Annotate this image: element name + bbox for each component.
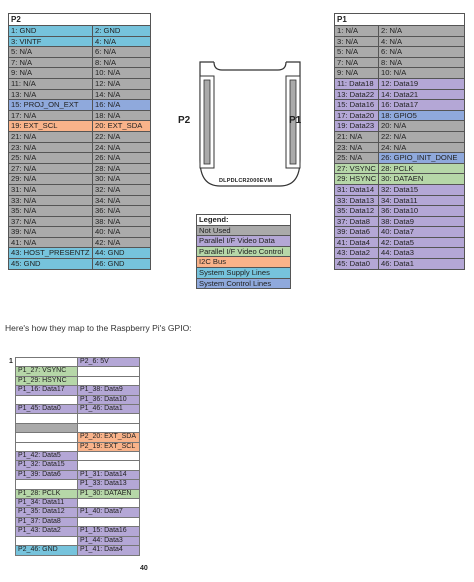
gpio-odd-pin-cell: P1_37: Data8	[16, 517, 78, 526]
gpio-even-pin-cell	[78, 461, 140, 470]
p1-pin-table	[334, 13, 465, 270]
gpio-odd-pin-cell: P2_46: GND	[16, 546, 78, 555]
table-row	[9, 184, 151, 195]
p2-pin-cell: 44: GND	[93, 248, 151, 259]
p1-pin-cell: 1: N/A	[335, 26, 379, 37]
table-row	[335, 78, 465, 89]
p2-pin-cell: 33: N/A	[9, 195, 93, 206]
table-row	[335, 248, 465, 259]
p1-pin-cell: 27: VSYNC	[335, 163, 379, 174]
gpio-odd-pin-cell	[16, 536, 78, 545]
legend-item: System Control Lines	[197, 278, 291, 289]
p1-pin-cell: 28: PCLK	[379, 163, 465, 174]
table-row	[9, 237, 151, 248]
table-row	[335, 163, 465, 174]
gpio-odd-pin-cell: P1_45: Data0	[16, 405, 78, 414]
p2-pin-cell: 10: N/A	[93, 68, 151, 79]
table-row	[16, 499, 140, 508]
table-row	[9, 89, 151, 100]
p2-pin-cell: 26: N/A	[93, 153, 151, 164]
p1-pin-cell: 21: N/A	[335, 131, 379, 142]
p2-pin-cell: 13: N/A	[9, 89, 93, 100]
table-row	[16, 517, 140, 526]
p1-pin-cell: 41: Data4	[335, 237, 379, 248]
table-row	[335, 153, 465, 164]
gpio-even-pin-cell	[78, 423, 140, 432]
table-row	[335, 47, 465, 58]
table-row	[16, 489, 140, 498]
gpio-even-pin-cell: P2_6: 5V	[78, 358, 140, 367]
p1-pin-cell: 39: Data6	[335, 227, 379, 238]
p2-pin-cell: 21: N/A	[9, 131, 93, 142]
table-row	[9, 121, 151, 132]
p2-pin-cell: 16: N/A	[93, 100, 151, 111]
p2-pin-cell: 35: N/A	[9, 206, 93, 217]
p1-pin-cell: 23: N/A	[335, 142, 379, 153]
table-row	[335, 110, 465, 121]
gpio-odd-pin-cell	[16, 423, 78, 432]
p2-pin-cell: 20: EXT_SDA	[93, 121, 151, 132]
gpio-odd-pin-cell: P1_34: Data11	[16, 499, 78, 508]
p1-pin-cell: 9: N/A	[335, 68, 379, 79]
p2-pin-cell: 29: N/A	[9, 174, 93, 185]
table-row	[9, 100, 151, 111]
legend-title: Legend:	[197, 215, 291, 226]
p1-pin-cell: 25: N/A	[335, 153, 379, 164]
table-row	[16, 452, 140, 461]
p2-pin-cell: 38: N/A	[93, 216, 151, 227]
p1-header: P1	[335, 14, 465, 26]
table-row	[9, 206, 151, 217]
table-row	[9, 68, 151, 79]
table-row	[16, 461, 140, 470]
table-row	[9, 153, 151, 164]
p1-pin-cell: 33: Data13	[335, 195, 379, 206]
p1-pin-cell: 19: Data23	[335, 121, 379, 132]
gpio-odd-pin-cell	[16, 395, 78, 404]
gpio-even-pin-cell	[78, 367, 140, 376]
p2-pin-cell: 4: N/A	[93, 36, 151, 47]
table-row	[9, 26, 151, 37]
gpio-even-pin-cell: P1_15: Data16	[78, 527, 140, 536]
table-row	[335, 142, 465, 153]
gpio-even-pin-cell: P1_40: Data7	[78, 508, 140, 517]
table-row	[335, 184, 465, 195]
gpio-odd-pin-cell: P1_28: PCLK	[16, 489, 78, 498]
gpio-even-pin-cell: P1_33: Data13	[78, 480, 140, 489]
p2-pin-cell: 12: N/A	[93, 78, 151, 89]
table-row	[335, 68, 465, 79]
gpio-even-pin-cell	[78, 499, 140, 508]
gpio-even-pin-cell: P1_38: Data9	[78, 386, 140, 395]
gpio-odd-pin-cell	[16, 442, 78, 451]
p2-pin-cell: 34: N/A	[93, 195, 151, 206]
p2-pin-cell: 41: N/A	[9, 237, 93, 248]
table-row	[9, 110, 151, 121]
p1-pin-cell: 8: N/A	[379, 57, 465, 68]
p2-pin-cell: 3: VINTF	[9, 36, 93, 47]
p1-pin-cell: 3: N/A	[335, 36, 379, 47]
p2-pin-cell: 6: N/A	[93, 47, 151, 58]
table-row	[9, 259, 151, 270]
p2-pin-cell: 18: N/A	[93, 110, 151, 121]
table-row	[16, 433, 140, 442]
gpio-even-pin-cell: P2_19: EXT_SCL	[78, 442, 140, 451]
p1-pin-cell: 38: Data9	[379, 216, 465, 227]
table-row	[16, 508, 140, 517]
p1-pin-cell: 31: Data14	[335, 184, 379, 195]
table-row	[16, 470, 140, 479]
table-row	[335, 227, 465, 238]
p1-pin-cell: 46: Data1	[379, 259, 465, 270]
p1-pin-cell: 10: N/A	[379, 68, 465, 79]
gpio-mapping-table	[15, 357, 140, 556]
p1-pin-cell: 2: N/A	[379, 26, 465, 37]
gpio-odd-pin-cell: P1_27: VSYNC	[16, 367, 78, 376]
p1-pin-cell: 14: Data21	[379, 89, 465, 100]
gpio-odd-pin-cell	[16, 480, 78, 489]
table-row	[16, 442, 140, 451]
p2-pin-cell: 23: N/A	[9, 142, 93, 153]
gpio-even-pin-cell: P2_20: EXT_SDA	[78, 433, 140, 442]
p1-pin-cell: 4: N/A	[379, 36, 465, 47]
table-row	[335, 89, 465, 100]
p2-pin-cell: 17: N/A	[9, 110, 93, 121]
gpio-even-pin-cell: P1_44: Data3	[78, 536, 140, 545]
p1-pin-cell: 17: Data20	[335, 110, 379, 121]
gpio-end-pin-label: 40	[140, 565, 148, 572]
table-row	[16, 546, 140, 555]
table-row	[9, 195, 151, 206]
p2-pin-cell: 24: N/A	[93, 142, 151, 153]
table-row	[335, 57, 465, 68]
gpio-odd-pin-cell	[16, 414, 78, 423]
legend-item: Not Used	[197, 225, 291, 236]
table-row	[16, 395, 140, 404]
gpio-caption: Here's how they map to the Raspberry Pi's GPIO:	[5, 323, 192, 333]
p1-pin-cell: 34: Data11	[379, 195, 465, 206]
p2-pin-cell: 46: GND	[93, 259, 151, 270]
gpio-even-pin-cell	[78, 414, 140, 423]
p2-pin-cell: 22: N/A	[93, 131, 151, 142]
p1-pin-cell: 30: DATAEN	[379, 174, 465, 185]
table-row	[335, 237, 465, 248]
gpio-even-pin-cell	[78, 517, 140, 526]
p2-pin-cell: 43: HOST_PRESENTZ	[9, 248, 93, 259]
table-row	[9, 216, 151, 227]
gpio-odd-pin-cell	[16, 433, 78, 442]
table-row	[335, 121, 465, 132]
table-row	[16, 423, 140, 432]
gpio-odd-pin-cell: P1_39: Data6	[16, 470, 78, 479]
table-row	[335, 195, 465, 206]
p1-pin-cell: 37: Data8	[335, 216, 379, 227]
p2-pin-cell: 30: N/A	[93, 174, 151, 185]
table-row	[335, 26, 465, 37]
p2-pin-cell: 11: N/A	[9, 78, 93, 89]
table-row	[9, 163, 151, 174]
p1-pin-cell: 12: Data19	[379, 78, 465, 89]
gpio-even-pin-cell: P1_46: Data1	[78, 405, 140, 414]
table-row	[16, 405, 140, 414]
board-label-p2: P2	[178, 115, 191, 126]
table-row	[16, 527, 140, 536]
board-name: DLPDLCR2000EVM	[219, 178, 273, 184]
table-row	[9, 57, 151, 68]
p2-pin-cell: 40: N/A	[93, 227, 151, 238]
gpio-even-pin-cell	[78, 376, 140, 385]
p1-pin-cell: 29: HSYNC	[335, 174, 379, 185]
p2-pin-cell: 8: N/A	[93, 57, 151, 68]
p2-pin-cell: 9: N/A	[9, 68, 93, 79]
gpio-even-pin-cell: P1_41: Data4	[78, 546, 140, 555]
p2-pin-cell: 37: N/A	[9, 216, 93, 227]
p1-pin-cell: 42: Data5	[379, 237, 465, 248]
p2-pin-cell: 5: N/A	[9, 47, 93, 58]
p2-pin-cell: 36: N/A	[93, 206, 151, 217]
gpio-odd-pin-cell: P1_35: Data12	[16, 508, 78, 517]
p1-pin-cell: 11: Data18	[335, 78, 379, 89]
legend-item: Parallel I/F Video Data	[197, 236, 291, 247]
legend-item: System Supply Lines	[197, 267, 291, 278]
gpio-odd-pin-cell: P1_29: HSYNC	[16, 376, 78, 385]
table-row	[9, 174, 151, 185]
legend	[196, 214, 291, 289]
table-row	[16, 358, 140, 367]
p1-pin-cell: 26: GPIO_INIT_DONE	[379, 153, 465, 164]
gpio-even-pin-cell	[78, 452, 140, 461]
gpio-even-pin-cell: P1_31: Data14	[78, 470, 140, 479]
table-row	[9, 131, 151, 142]
table-row	[16, 386, 140, 395]
legend-item: Parallel I/F Video Control	[197, 246, 291, 257]
p2-pin-cell: 2: GND	[93, 26, 151, 37]
p2-pin-cell: 32: N/A	[93, 184, 151, 195]
table-row	[16, 367, 140, 376]
p2-pin-cell: 39: N/A	[9, 227, 93, 238]
p1-pin-cell: 44: Data3	[379, 248, 465, 259]
p2-pin-cell: 45: GND	[9, 259, 93, 270]
p2-pin-cell: 14: N/A	[93, 89, 151, 100]
p1-pin-cell: 6: N/A	[379, 47, 465, 58]
p2-pin-cell: 19: EXT_SCL	[9, 121, 93, 132]
table-row	[335, 131, 465, 142]
p2-header: P2	[9, 14, 151, 26]
p1-pin-cell: 20: N/A	[379, 121, 465, 132]
p2-pin-cell: 28: N/A	[93, 163, 151, 174]
table-row	[9, 248, 151, 259]
table-row	[16, 414, 140, 423]
gpio-start-pin-label: 1	[9, 358, 13, 365]
gpio-odd-pin-cell: P1_43: Data2	[16, 527, 78, 536]
table-row	[16, 536, 140, 545]
p2-pin-cell: 15: PROJ_ON_EXT	[9, 100, 93, 111]
p1-pin-cell: 36: Data10	[379, 206, 465, 217]
p2-pin-cell: 42: N/A	[93, 237, 151, 248]
p2-pin-cell: 7: N/A	[9, 57, 93, 68]
p1-pin-cell: 45: Data0	[335, 259, 379, 270]
p1-pin-cell: 32: Data15	[379, 184, 465, 195]
p1-pin-cell: 22: N/A	[379, 131, 465, 142]
table-row	[16, 376, 140, 385]
table-row	[9, 47, 151, 58]
p1-pin-cell: 35: Data12	[335, 206, 379, 217]
table-row	[16, 480, 140, 489]
table-row	[335, 174, 465, 185]
table-row	[335, 36, 465, 47]
table-row	[9, 36, 151, 47]
p2-pin-cell: 25: N/A	[9, 153, 93, 164]
gpio-even-pin-cell: P1_36: Data10	[78, 395, 140, 404]
p1-pin-cell: 16: Data17	[379, 100, 465, 111]
p1-pin-cell: 5: N/A	[335, 47, 379, 58]
p2-pin-table	[8, 13, 151, 270]
gpio-odd-pin-cell: P1_16: Data17	[16, 386, 78, 395]
table-row	[335, 216, 465, 227]
table-row	[335, 206, 465, 217]
p1-pin-cell: 13: Data22	[335, 89, 379, 100]
legend-item: I2C Bus	[197, 257, 291, 268]
gpio-odd-pin-cell: P1_42: Data5	[16, 452, 78, 461]
gpio-even-pin-cell: P1_30: DATAEN	[78, 489, 140, 498]
gpio-odd-pin-cell: P1_32: Data15	[16, 461, 78, 470]
table-row	[9, 227, 151, 238]
p1-pin-cell: 24: N/A	[379, 142, 465, 153]
p1-pin-cell: 40: Data7	[379, 227, 465, 238]
p2-pin-cell: 1: GND	[9, 26, 93, 37]
table-row	[9, 142, 151, 153]
p2-pin-cell: 31: N/A	[9, 184, 93, 195]
table-row	[9, 78, 151, 89]
board-label-p1: P1	[289, 115, 302, 126]
gpio-odd-pin-cell	[16, 358, 78, 367]
table-row	[335, 100, 465, 111]
p1-pin-cell: 7: N/A	[335, 57, 379, 68]
p1-pin-cell: 43: Data2	[335, 248, 379, 259]
p1-pin-cell: 15: Data16	[335, 100, 379, 111]
p1-pin-cell: 18: GPIO5	[379, 110, 465, 121]
table-row	[335, 259, 465, 270]
p2-pin-cell: 27: N/A	[9, 163, 93, 174]
